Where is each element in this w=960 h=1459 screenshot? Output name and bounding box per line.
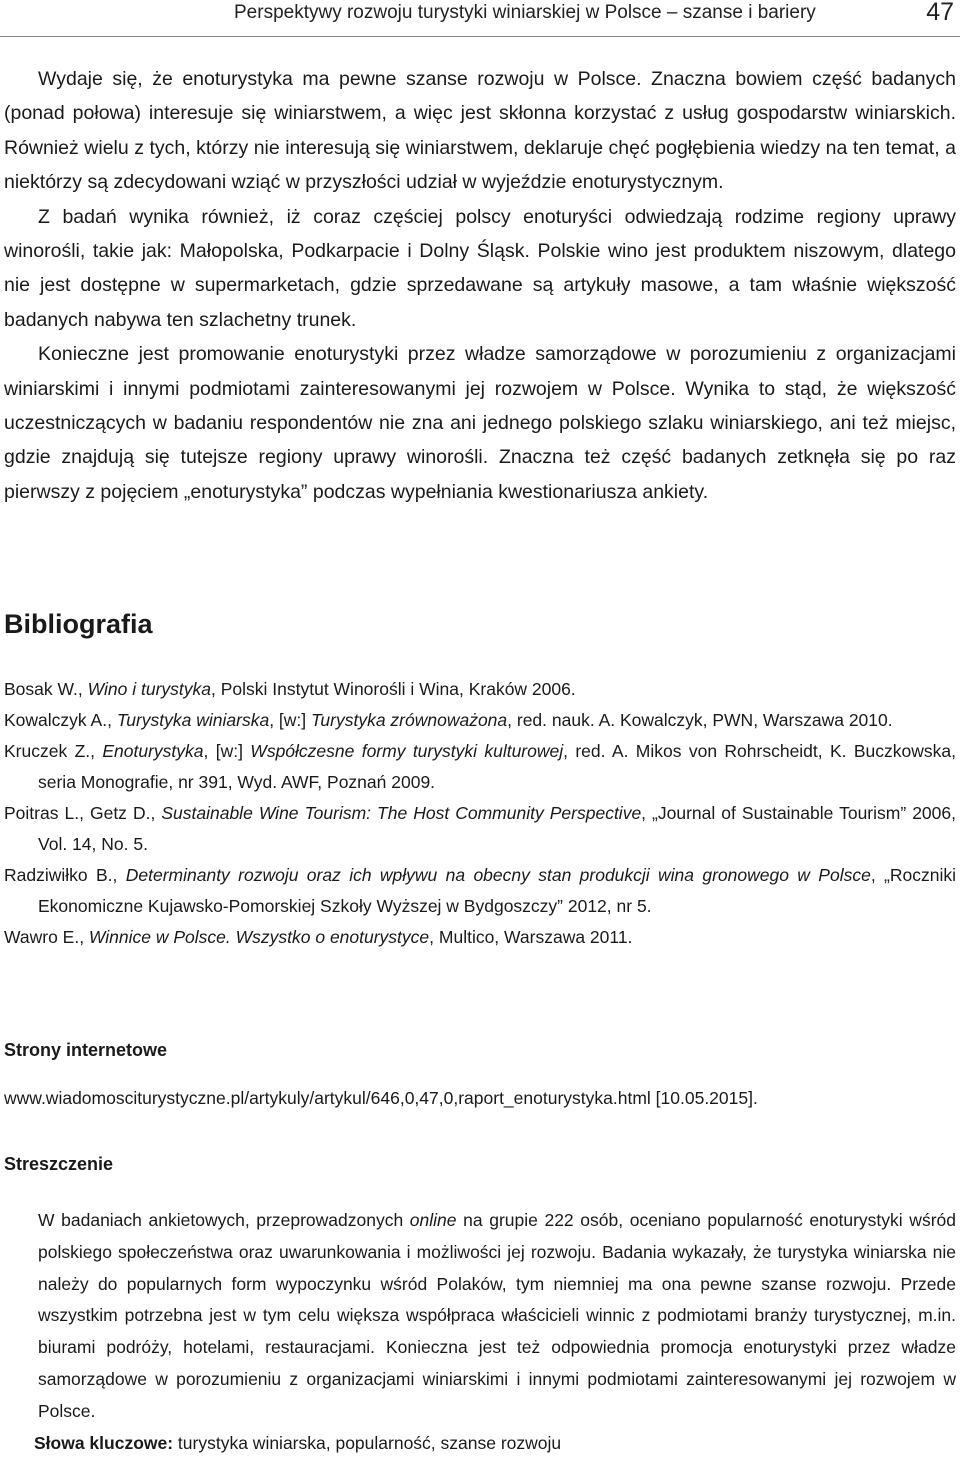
entry-rest: , red. nauk. A. Kowalczyk, PWN, Warszawa 2010. bbox=[507, 710, 893, 730]
entry-container-title: Turystyka zrównoważona bbox=[311, 710, 508, 730]
entry-title: Enoturystyka bbox=[102, 741, 204, 761]
bibliography-entry bbox=[4, 922, 956, 953]
entry-in: , [w:] bbox=[203, 741, 251, 761]
abstract-text-rest: na grupie 222 osób, oceniano popularność enoturystyki wśród polskiego społeczeństwa oraz uwarunkowania i możliwości jej rozwoju. Badania wykazały, że turystyka winiarska nie należy do popularnych form wypoczynku wśród Polaków, tym niemniej ma ona pewne szanse rozwoju. Przede wszystkim potrzebna jest w tym celu większa współpraca właścicieli winnic z podmiotami branży turystycznej, m.in. biurami podróży, hotelami, restauracjami. Konieczna jest też odpowiednia promocja enoturystyki przez władze samorządowe w porozumieniu z organizacjami winiarskimi i innymi podmiotami zainteresowanymi jej rozwojem w Polsce. bbox=[38, 1210, 956, 1421]
entry-title: Determinanty rozwoju oraz ich wpływu na obecny stan produkcji wina gronowego w Polsce bbox=[125, 865, 871, 885]
entry-container-title: Współczesne formy turystyki kulturowej bbox=[250, 741, 564, 761]
entry-title: Turystyka winiarska bbox=[116, 710, 270, 730]
paragraph-2: Z badań wynika również, iż coraz częściej polscy enoturyści odwiedzają rodzime regiony uprawy winorośli, takie jak: Małopolska, Podkarpacie i Dolny Śląsk. Polskie wino jest produktem niszowym, dlatego nie jest dostępne w supermarketach, gdzie sprzedawane są artykuły masowe, a tam właśnie większość badanych nabywa ten szlachetny trunek. bbox=[4, 205, 956, 331]
paragraph-3: Konieczne jest promowanie enoturystyki przez władze samorządowe w porozumieniu z organizacjami winiarskimi i innymi podmiotami zainteresowanymi jej rozwojem w Polsce. Wynika to stąd, że większość uczestniczących w badaniu respondentów nie zna ani jednego polskiego szlaku winiarskiego, ani też miejsc, gdzie znajdują się tutejsze regiony uprawy winorośli. Znaczna też część badanych zetknęła się po raz pierwszy z pojęciem „enoturystyka” podczas wypełniania kwestionariusza ankiety. bbox=[4, 343, 956, 503]
abstract-italic-online: online bbox=[409, 1210, 457, 1230]
entry-rest: , Polski Instytut Winorośli i Wina, Kraków 2006. bbox=[211, 679, 576, 699]
entry-title: Sustainable Wine Tourism: The Host Community Perspective bbox=[161, 803, 642, 823]
entry-title: Winnice w Polsce. Wszystko o enoturystyce bbox=[88, 927, 430, 947]
abstract-text bbox=[38, 1205, 956, 1428]
abstract-text-start: W badaniach ankietowych, przeprowadzonych bbox=[38, 1210, 410, 1230]
main-text bbox=[4, 62, 956, 509]
entry-rest: , „Roczniki Ekonomiczne Kujawsko-Pomorskiej Szkoły Wyższej w Bydgoszczy” 2012, nr 5. bbox=[38, 865, 956, 916]
keywords-list: turystyka winiarska, popularność, szanse rozwoju bbox=[173, 1432, 562, 1453]
entry-rest: , Multico, Warszawa 2011. bbox=[429, 927, 633, 947]
entry-author: Bosak W., bbox=[4, 679, 88, 699]
website-url: www.wiadomosciturystyczne.pl/artykuly/artykul/646,0,47,0,raport_enoturystyka.html [10.05.2015]. bbox=[4, 1088, 758, 1108]
bibliography-heading: Bibliografia bbox=[4, 609, 153, 639]
entry-rest: , „Journal of Sustainable Tourism” 2006, Vol. 14, No. 5. bbox=[38, 803, 956, 854]
page-number: 47 bbox=[926, 0, 954, 26]
entry-in: , [w:] bbox=[269, 710, 311, 730]
bibliography-entry bbox=[4, 736, 956, 798]
running-title: Perspektywy rozwoju turystyki winiarskiej w Polsce – szanse i bariery bbox=[234, 2, 816, 23]
abstract-heading: Streszczenie bbox=[4, 1154, 114, 1174]
entry-title: Wino i turystyka bbox=[87, 679, 211, 699]
bibliography-entry bbox=[4, 674, 956, 705]
websites-heading: Strony internetowe bbox=[4, 1040, 168, 1060]
running-header bbox=[0, 0, 960, 37]
paragraph-1: Wydaje się, że enoturystyka ma pewne szanse rozwoju w Polsce. Znaczna bowiem część badanych (ponad połowa) interesuje się winiarstwem, a więc jest skłonna korzystać z usług gospodarstw winiarskich. Również wielu z tych, którzy nie interesują się winiarstwem, deklaruje chęć pogłębienia wiedzy na ten temat, a niektórzy są zdecydowani wziąć w przyszłości udział w wyjeździe enoturystycznym. bbox=[4, 68, 956, 194]
entry-author: Poitras L., Getz D., bbox=[4, 803, 162, 823]
entry-author: Radziwiłko B., bbox=[4, 865, 126, 885]
entry-author: Wawro E., bbox=[4, 927, 89, 947]
keywords bbox=[34, 1428, 956, 1459]
bibliography-entry bbox=[4, 798, 956, 860]
entry-author: Kowalczyk A., bbox=[4, 710, 117, 730]
entry-author: Kruczek Z., bbox=[4, 741, 103, 761]
keywords-label: Słowa kluczowe: bbox=[34, 1432, 174, 1453]
abstract bbox=[34, 1205, 956, 1459]
bibliography-list bbox=[4, 674, 956, 953]
entry-rest: , red. A. Mikos von Rohrscheidt, K. Buczkowska, seria Monografie, nr 391, Wyd. AWF, Poznań 2009. bbox=[38, 741, 957, 792]
bibliography-entry bbox=[4, 860, 956, 922]
bibliography-entry bbox=[4, 705, 956, 736]
